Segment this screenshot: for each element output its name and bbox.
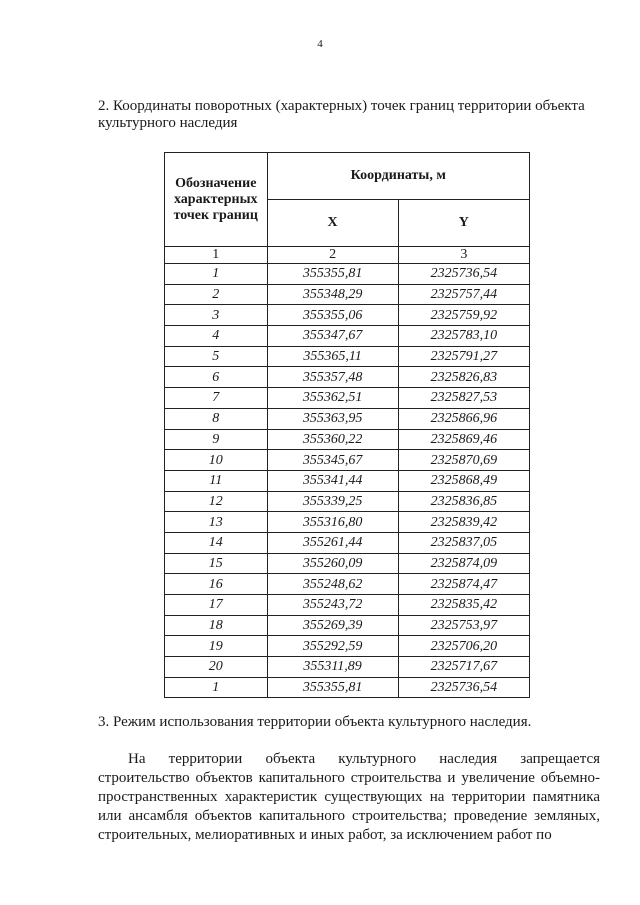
page-number: 4 [317, 38, 323, 50]
cell-x: 355260,09 [267, 553, 398, 574]
cell-point: 11 [165, 470, 268, 491]
cell-point: 7 [165, 388, 268, 409]
cell-y: 2325839,42 [398, 512, 529, 533]
table-row [165, 574, 530, 595]
cell-point: 19 [165, 636, 268, 657]
cell-y: 2325753,97 [398, 615, 529, 636]
cell-x: 355355,06 [267, 305, 398, 326]
table-row [165, 532, 530, 553]
paragraph-first-line-text: На территории объекта культурного наследия запрещается [128, 751, 600, 767]
cell-y: 2325736,54 [398, 677, 529, 698]
cell-x: 355365,11 [267, 346, 398, 367]
cell-point: 17 [165, 595, 268, 616]
cell-x: 355360,22 [267, 429, 398, 450]
cell-y: 2325827,53 [398, 388, 529, 409]
cell-x: 355363,95 [267, 408, 398, 429]
cell-point: 5 [165, 346, 268, 367]
cell-y: 2325837,05 [398, 532, 529, 553]
cell-point: 9 [165, 429, 268, 450]
cell-point: 13 [165, 512, 268, 533]
cell-y: 2325783,10 [398, 326, 529, 347]
cell-point: 8 [165, 408, 268, 429]
cell-x: 355357,48 [267, 367, 398, 388]
header-y: Y [398, 200, 529, 247]
coordinates-table [164, 152, 530, 698]
paragraph-body: строительство объектов капитального строительства и увеличение объемно-пространственных характеристик существующих на территории памятника или ансамбля объектов капитального строительства; проведение земляных, строительных, мелиоративных и иных работ, за исключением работ по [98, 770, 600, 843]
cell-y: 2325757,44 [398, 284, 529, 305]
table-row [165, 470, 530, 491]
cell-y: 2325717,67 [398, 657, 529, 678]
column-number: 2 [267, 247, 398, 264]
cell-point: 3 [165, 305, 268, 326]
cell-y: 2325836,85 [398, 491, 529, 512]
column-number: 1 [165, 247, 268, 264]
table-row [165, 326, 530, 347]
table-row [165, 636, 530, 657]
table-row [165, 553, 530, 574]
cell-point: 6 [165, 367, 268, 388]
table-row [165, 491, 530, 512]
column-number-row [165, 247, 530, 264]
cell-y: 2325870,69 [398, 450, 529, 471]
cell-x: 355339,25 [267, 491, 398, 512]
cell-x: 355347,67 [267, 326, 398, 347]
cell-y: 2325826,83 [398, 367, 529, 388]
cell-x: 355269,39 [267, 615, 398, 636]
table-row [165, 615, 530, 636]
table-row [165, 429, 530, 450]
cell-point: 10 [165, 450, 268, 471]
cell-y: 2325868,49 [398, 470, 529, 491]
cell-point: 2 [165, 284, 268, 305]
cell-y: 2325759,92 [398, 305, 529, 326]
cell-x: 355362,51 [267, 388, 398, 409]
table-row [165, 595, 530, 616]
cell-x: 355292,59 [267, 636, 398, 657]
cell-x: 355355,81 [267, 264, 398, 285]
table-row [165, 305, 530, 326]
cell-point: 1 [165, 677, 268, 698]
cell-x: 355341,44 [267, 470, 398, 491]
cell-y: 2325791,27 [398, 346, 529, 367]
cell-point: 16 [165, 574, 268, 595]
cell-x: 355261,44 [267, 532, 398, 553]
cell-y: 2325706,20 [398, 636, 529, 657]
table-row [165, 346, 530, 367]
table-row [165, 657, 530, 678]
header-point-label: Обозначение характерных точек границ [165, 153, 268, 247]
table-row [165, 408, 530, 429]
cell-y: 2325835,42 [398, 595, 529, 616]
table-row [165, 512, 530, 533]
cell-x: 355355,81 [267, 677, 398, 698]
cell-y: 2325874,47 [398, 574, 529, 595]
cell-y: 2325736,54 [398, 264, 529, 285]
cell-x: 355348,29 [267, 284, 398, 305]
cell-x: 355345,67 [267, 450, 398, 471]
table-row [165, 388, 530, 409]
cell-point: 12 [165, 491, 268, 512]
header-x: X [267, 200, 398, 247]
column-number: 3 [398, 247, 529, 264]
cell-point: 1 [165, 264, 268, 285]
cell-y: 2325869,46 [398, 429, 529, 450]
paragraph-first-line [98, 750, 600, 769]
cell-x: 355248,62 [267, 574, 398, 595]
cell-x: 355243,72 [267, 595, 398, 616]
section-3-title: 3. Режим использования территории объекта культурного наследия. [98, 714, 532, 730]
table-row [165, 367, 530, 388]
table-row [165, 264, 530, 285]
cell-y: 2325866,96 [398, 408, 529, 429]
cell-point: 18 [165, 615, 268, 636]
cell-point: 20 [165, 657, 268, 678]
section-2-heading: 2. Координаты поворотных (характерных) точек границ территории объекта культурного наследия [98, 98, 585, 131]
table-row [165, 677, 530, 698]
section-3-paragraph [98, 750, 600, 845]
cell-point: 4 [165, 326, 268, 347]
cell-point: 15 [165, 553, 268, 574]
header-coordinates: Координаты, м [267, 153, 529, 200]
table-row [165, 450, 530, 471]
cell-x: 355316,80 [267, 512, 398, 533]
table-row [165, 284, 530, 305]
cell-y: 2325874,09 [398, 553, 529, 574]
cell-x: 355311,89 [267, 657, 398, 678]
cell-point: 14 [165, 532, 268, 553]
